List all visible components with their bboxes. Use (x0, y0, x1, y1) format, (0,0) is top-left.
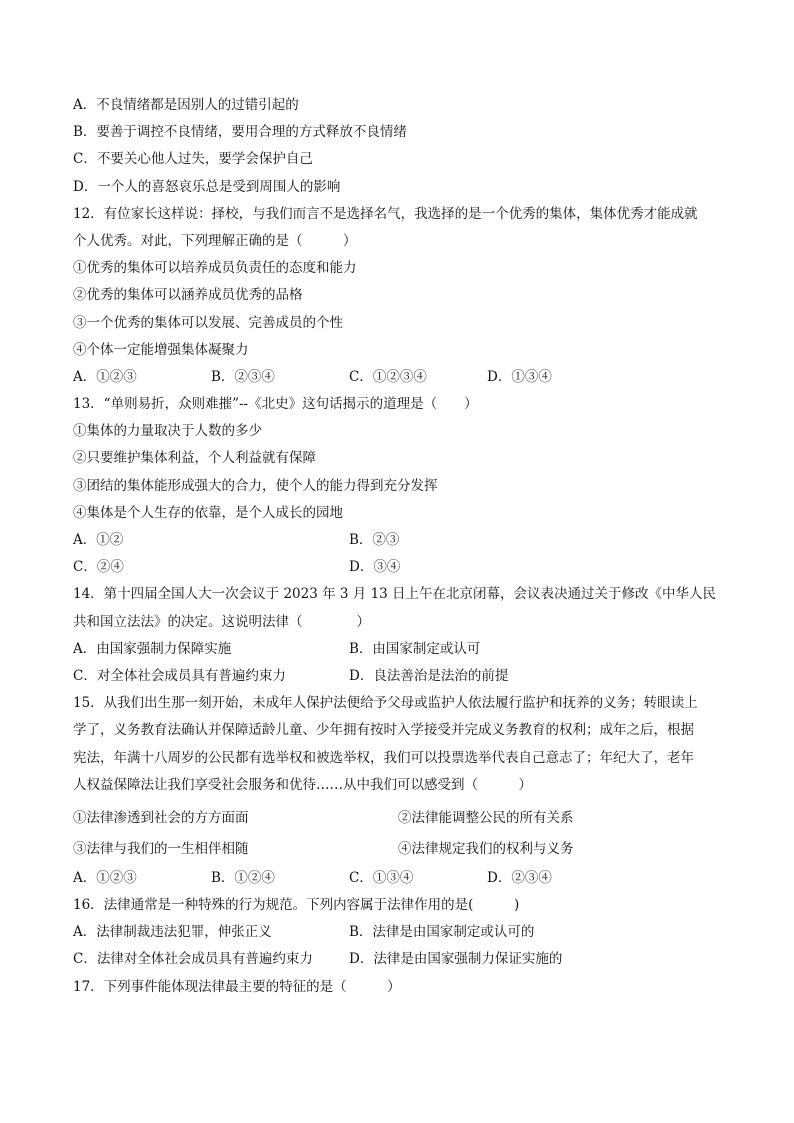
q15-item-4: ④法律规定我们的权利与义务 (398, 840, 574, 857)
q15-stem-line3: 宪法，年满十八周岁的公民都有选举权和被选举权，我们可以投票选举代表自己意志了；年纪大了，老年 (73, 749, 694, 766)
q13-item-3: ③团结的集体能形成强大的合力，使个人的能力得到充分发挥 (73, 477, 438, 494)
q12-item-2: ②优秀的集体可以涵养成员优秀的品格 (73, 287, 303, 304)
q12-options (73, 364, 723, 391)
q15-stem-line1: 15．从我们出生那一刻开始，未成年人保护法便给予父母或监护人依法履行监护和抚养的义务；转眼读上 (73, 695, 698, 712)
q16-options-row1 (73, 919, 723, 946)
q16-option-a: A．法律制裁违法犯罪，伸张正义 (73, 924, 272, 941)
question-14 (73, 581, 723, 690)
q15-items-row1 (73, 803, 723, 834)
q13-item-2: ②只要维护集体利益，个人利益就有保障 (73, 450, 316, 467)
question-13 (73, 391, 723, 581)
q12-option-a: A．①②③ (73, 368, 137, 385)
q14-option-a: A．由国家强制力保障实施 (73, 640, 232, 657)
q15-stem-line4: 人权益保障法让我们享受社会服务和优待……从中我们可以感受到（ ） (73, 776, 532, 793)
q13-options-row1 (73, 527, 723, 554)
q16-options-row2 (73, 946, 723, 973)
q13-stem: 13．“单则易折，众则难摧”--《北史》这句话揭示的道理是（ ） (73, 396, 478, 413)
q11-options (73, 92, 723, 201)
q13-option-a: A．①② (73, 532, 124, 548)
q11-option-b: B．要善于调控不良情绪，要用合理的方式释放不良情绪 (73, 124, 407, 141)
q15-option-a: A．①②③ (73, 869, 137, 886)
q12-option-c: C．①②③④ (349, 368, 427, 385)
q11-option-d: D．一个人的喜怒哀乐总是受到周围人的影响 (73, 178, 341, 195)
q13-option-b: B．②③ (349, 532, 400, 548)
q14-option-d: D．良法善治是法治的前提 (349, 667, 509, 684)
q15-stem-line2: 学了，义务教育法确认并保障适龄儿童、少年拥有按时入学接受并完成义务教育的权利；成年之后，根据 (73, 722, 694, 739)
q14-stem-line1: 14．第十四届全国人大一次会议于 2023 年 3 月 13 日上午在北京闭幕，会议表决通过关于修改《中华人民 (73, 586, 717, 603)
q15-item-1: ①法律渗透到社会的方方面面 (73, 809, 249, 826)
q16-option-d: D．法律是由国家强制力保证实施的 (349, 951, 563, 968)
question-17 (73, 974, 723, 1001)
q16-stem: 16．法律通常是一种特殊的行为规范。下列内容属于法律作用的是( ) (73, 897, 520, 914)
q11-option-a: A．不良情绪都是因别人的过错引起的 (73, 97, 299, 113)
q12-item-3: ③一个优秀的集体可以发展、完善成员的个性 (73, 314, 343, 331)
q12-option-b: B．②③④ (211, 368, 275, 385)
q15-options (73, 865, 723, 892)
q14-options-row1 (73, 636, 723, 663)
question-12 (73, 201, 723, 391)
q13-item-4: ④集体是个人生存的依靠，是个人成长的园地 (73, 504, 343, 521)
q12-option-d: D．①③④ (487, 368, 552, 385)
q12-item-1: ①优秀的集体可以培养成员负责任的态度和能力 (73, 260, 357, 277)
q15-option-d: D．②③④ (487, 869, 552, 886)
q17-stem: 17．下列事件能体现法律最主要的特征的是（ ） (73, 978, 401, 995)
q14-option-c: C．对全体社会成员具有普遍约束力 (73, 667, 286, 684)
q16-option-b: B．法律是由国家制定或认可的 (349, 924, 535, 941)
q13-option-c: C．②④ (73, 559, 124, 576)
q16-option-c: C．法律对全体社会成员具有普遍约束力 (73, 951, 313, 968)
q13-option-d: D．③④ (349, 559, 401, 576)
q12-item-4: ④个体一定能增强集体凝聚力 (73, 341, 249, 358)
q13-item-1: ①集体的力量取决于人数的多少 (73, 423, 262, 440)
question-16 (73, 892, 723, 974)
q14-options-row2 (73, 663, 723, 690)
question-15 (73, 690, 723, 892)
q14-stem-line2: 共和国立法法》的决定。这说明法律（ ） (73, 613, 370, 630)
q14-option-b: B．由国家制定或认可 (349, 640, 481, 657)
q12-stem-line1: 12．有位家长这样说：择校，与我们而言不是选择名气，我选择的是一个优秀的集体，集体优秀才能成就 (73, 205, 698, 222)
q13-options-row2 (73, 554, 723, 581)
q15-item-3: ③法律与我们的一生相伴相随 (73, 840, 249, 857)
q15-items-row2 (73, 834, 723, 865)
q15-item-2: ②法律能调整公民的所有关系 (398, 809, 574, 826)
q11-option-c: C．不要关心他人过失，要学会保护自己 (73, 151, 313, 168)
q15-option-c: C．①③④ (349, 869, 414, 886)
exam-page (73, 92, 723, 1001)
q12-stem-line2: 个人优秀。对此，下列理解正确的是（ ） (73, 232, 357, 249)
q15-option-b: B．①②④ (211, 869, 275, 886)
